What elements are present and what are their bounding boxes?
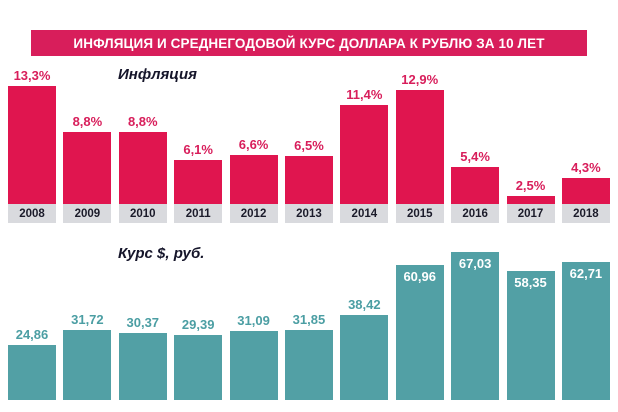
usd-bar-value: 58,35 — [514, 275, 547, 290]
inflation-bar-column — [63, 62, 111, 222]
usd-bar-value: 30,37 — [126, 315, 160, 330]
year-label: 2018 — [562, 204, 610, 223]
inflation-bar-value: 4,3% — [571, 160, 601, 175]
usd-bar — [507, 271, 555, 400]
usd-bar-column — [451, 232, 499, 400]
inflation-bar-column — [507, 62, 555, 222]
usd-bar — [230, 331, 278, 400]
usd-bar-column — [230, 232, 278, 400]
usd-bar-value: 67,03 — [458, 256, 492, 271]
inflation-series-caption: Инфляция — [118, 66, 197, 83]
usd-bar-column — [174, 232, 222, 400]
year-label: 2015 — [396, 204, 444, 223]
usd-bar — [340, 315, 388, 400]
inflation-bar — [396, 90, 444, 222]
year-label: 2011 — [174, 204, 222, 223]
inflation-bar-value: 8,8% — [127, 114, 158, 129]
usd-bar-column — [562, 232, 610, 400]
usd-bar-value: 38,42 — [348, 297, 381, 312]
usd-bar-column — [507, 232, 555, 400]
inflation-bar-column — [451, 62, 499, 222]
inflation-bar-value: 6,6% — [238, 137, 269, 152]
inflation-bar-column — [230, 62, 278, 222]
year-label: 2014 — [340, 204, 388, 223]
inflation-bars — [8, 62, 610, 222]
usd-bar — [8, 345, 56, 400]
usd-bar-value: 31,72 — [71, 312, 104, 327]
usd-bar — [119, 333, 167, 400]
usd-bar-column — [285, 232, 333, 400]
usd-bar-value: 29,39 — [181, 317, 215, 332]
usd-series-caption: Курс $, руб. — [118, 245, 205, 262]
usd-bar-value: 31,09 — [237, 313, 270, 328]
inflation-bar-column — [8, 62, 56, 222]
usd-bar — [451, 252, 499, 400]
usd-bar-value: 60,96 — [403, 269, 436, 284]
year-label: 2017 — [507, 204, 555, 223]
usd-bar — [63, 330, 111, 400]
year-label: 2010 — [119, 204, 167, 223]
usd-bar-column — [8, 232, 56, 400]
usd-bar — [174, 335, 222, 400]
usd-bar — [562, 262, 610, 400]
inflation-bar-value: 2,5% — [515, 178, 546, 193]
inflation-bar-value: 13,3% — [13, 68, 51, 83]
usd-chart — [8, 232, 610, 400]
inflation-bar-column — [285, 62, 333, 222]
page-title: ИНФЛЯЦИЯ И СРЕДНЕГОДОВОЙ КУРС ДОЛЛАРА К РУБЛЮ ЗА 10 ЛЕТ — [73, 35, 545, 51]
inflation-chart — [8, 62, 610, 222]
inflation-bar-value: 12,9% — [401, 72, 439, 87]
usd-bars — [8, 232, 610, 400]
inflation-bar-column — [174, 62, 222, 222]
year-label: 2013 — [285, 204, 333, 223]
inflation-bar-value: 6,1% — [183, 142, 213, 157]
usd-bar — [396, 265, 444, 400]
year-label: 2009 — [63, 204, 111, 223]
inflation-bar-column — [340, 62, 388, 222]
year-axis — [8, 204, 610, 223]
year-label: 2012 — [230, 204, 278, 223]
usd-bar-column — [119, 232, 167, 400]
inflation-bar-column — [396, 62, 444, 222]
inflation-bar-column — [119, 62, 167, 222]
usd-bar-value: 31,85 — [292, 312, 326, 327]
inflation-bar-value: 11,4% — [346, 87, 383, 102]
year-label: 2008 — [8, 204, 56, 223]
inflation-bar-value: 8,8% — [72, 114, 103, 129]
inflation-bar — [8, 86, 56, 222]
inflation-bar-column — [562, 62, 610, 222]
usd-bar-column — [340, 232, 388, 400]
inflation-bar-value: 5,4% — [460, 149, 490, 164]
usd-bar-value: 62,71 — [569, 266, 603, 281]
page-title-bar — [31, 30, 587, 56]
usd-bar-column — [63, 232, 111, 400]
usd-bar-column — [396, 232, 444, 400]
usd-bar — [285, 330, 333, 400]
inflation-bar-value: 6,5% — [294, 138, 324, 153]
year-label: 2016 — [451, 204, 499, 223]
usd-bar-value: 24,86 — [15, 327, 49, 342]
